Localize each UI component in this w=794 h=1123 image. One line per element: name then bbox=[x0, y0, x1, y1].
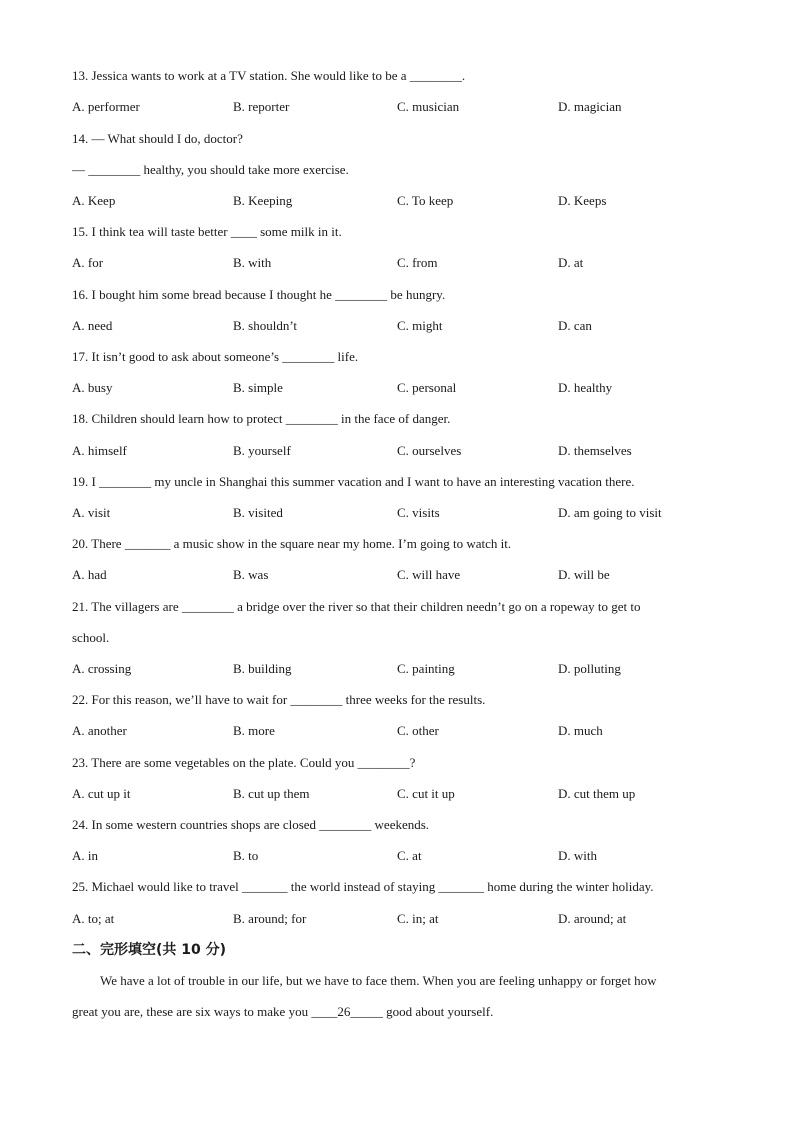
option-a[interactable]: A. for bbox=[72, 255, 104, 270]
option-d[interactable]: D. around; at bbox=[558, 911, 627, 926]
cloze-paragraph-line-2: great you are, these are six ways to make you ____26_____ good about yourself. bbox=[72, 1004, 494, 1019]
option-c[interactable]: C. personal bbox=[397, 380, 457, 395]
question-18-stem: 18. Children should learn how to protect ________ in the face of danger. bbox=[72, 411, 451, 426]
option-c[interactable]: C. other bbox=[397, 723, 439, 738]
question-19-stem: 19. I ________ my uncle in Shanghai this summer vacation and I want to have an interesting vacation there. bbox=[72, 474, 635, 489]
question-14-stem-line2: — ________ healthy, you should take more exercise. bbox=[72, 162, 349, 177]
option-a[interactable]: A. busy bbox=[72, 380, 113, 395]
question-22-stem: 22. For this reason, we’ll have to wait for ________ three weeks for the results. bbox=[72, 692, 486, 707]
option-c[interactable]: C. painting bbox=[397, 661, 455, 676]
option-b[interactable]: B. simple bbox=[233, 380, 283, 395]
option-b[interactable]: B. around; for bbox=[233, 911, 307, 926]
option-b[interactable]: B. reporter bbox=[233, 99, 290, 114]
question-22-options bbox=[72, 723, 722, 739]
question-17-stem: 17. It isn’t good to ask about someone’s ________ life. bbox=[72, 349, 359, 364]
option-b[interactable]: B. more bbox=[233, 723, 275, 738]
question-16-options bbox=[72, 318, 722, 334]
option-c[interactable]: C. To keep bbox=[397, 193, 454, 208]
option-d[interactable]: D. magician bbox=[558, 99, 622, 114]
question-17-options bbox=[72, 380, 722, 396]
option-d[interactable]: D. cut them up bbox=[558, 786, 636, 801]
option-c[interactable]: C. will have bbox=[397, 567, 461, 582]
question-25-stem: 25. Michael would like to travel _______ the world instead of staying _______ home during the winter holiday. bbox=[72, 879, 654, 894]
question-23-stem: 23. There are some vegetables on the plate. Could you ________? bbox=[72, 755, 416, 770]
option-d[interactable]: D. themselves bbox=[558, 443, 632, 458]
cloze-paragraph-line-1: We have a lot of trouble in our life, but we have to face them. When you are feeling unhappy or forget how bbox=[100, 973, 657, 988]
question-16-stem: 16. I bought him some bread because I thought he ________ be hungry. bbox=[72, 287, 446, 302]
option-d[interactable]: D. with bbox=[558, 848, 597, 863]
option-d[interactable]: D. am going to visit bbox=[558, 505, 662, 520]
question-13-stem: 13. Jessica wants to work at a TV station. She would like to be a ________. bbox=[72, 68, 466, 83]
question-19-options bbox=[72, 505, 722, 521]
option-b[interactable]: B. shouldn’t bbox=[233, 318, 298, 333]
question-23-options bbox=[72, 786, 722, 802]
question-13-options bbox=[72, 99, 722, 115]
question-25-options bbox=[72, 911, 722, 927]
option-d[interactable]: D. much bbox=[558, 723, 603, 738]
option-b[interactable]: B. was bbox=[233, 567, 269, 582]
option-b[interactable]: B. yourself bbox=[233, 443, 291, 458]
option-b[interactable]: B. building bbox=[233, 661, 292, 676]
option-b[interactable]: B. visited bbox=[233, 505, 283, 520]
option-d[interactable]: D. will be bbox=[558, 567, 610, 582]
question-20-stem: 20. There _______ a music show in the square near my home. I’m going to watch it. bbox=[72, 536, 512, 551]
question-21-options bbox=[72, 661, 722, 677]
option-c[interactable]: C. ourselves bbox=[397, 443, 462, 458]
question-24-options bbox=[72, 848, 722, 864]
option-c[interactable]: C. cut it up bbox=[397, 786, 455, 801]
option-d[interactable]: D. can bbox=[558, 318, 592, 333]
question-14-stem: 14. — What should I do, doctor? bbox=[72, 131, 243, 146]
option-c[interactable]: C. at bbox=[397, 848, 422, 863]
option-c[interactable]: C. in; at bbox=[397, 911, 439, 926]
option-c[interactable]: C. from bbox=[397, 255, 438, 270]
option-c[interactable]: C. visits bbox=[397, 505, 440, 520]
option-a[interactable]: A. another bbox=[72, 723, 127, 738]
question-21-stem: 21. The villagers are ________ a bridge over the river so that their children needn’t go on a ropeway to get to bbox=[72, 599, 641, 614]
question-15-options bbox=[72, 255, 722, 271]
option-d[interactable]: D. healthy bbox=[558, 380, 613, 395]
option-c[interactable]: C. musician bbox=[397, 99, 460, 114]
option-d[interactable]: D. Keeps bbox=[558, 193, 607, 208]
option-c[interactable]: C. might bbox=[397, 318, 443, 333]
question-24-stem: 24. In some western countries shops are closed ________ weekends. bbox=[72, 817, 430, 832]
option-a[interactable]: A. need bbox=[72, 318, 113, 333]
option-b[interactable]: B. Keeping bbox=[233, 193, 293, 208]
option-a[interactable]: A. to; at bbox=[72, 911, 115, 926]
option-a[interactable]: A. cut up it bbox=[72, 786, 131, 801]
option-b[interactable]: B. with bbox=[233, 255, 272, 270]
option-a[interactable]: A. in bbox=[72, 848, 98, 863]
question-15-stem: 15. I think tea will taste better ____ some milk in it. bbox=[72, 224, 342, 239]
question-20-options bbox=[72, 567, 722, 583]
option-a[interactable]: A. performer bbox=[72, 99, 140, 114]
section-heading: 二、完形填空(共 10 分) bbox=[72, 942, 227, 958]
option-a[interactable]: A. had bbox=[72, 567, 107, 582]
option-b[interactable]: B. to bbox=[233, 848, 259, 863]
option-d[interactable]: D. at bbox=[558, 255, 584, 270]
question-21-stem-line2: school. bbox=[72, 630, 110, 645]
question-18-options bbox=[72, 443, 722, 459]
option-a[interactable]: A. crossing bbox=[72, 661, 132, 676]
question-14-options bbox=[72, 193, 722, 209]
option-b[interactable]: B. cut up them bbox=[233, 786, 310, 801]
option-a[interactable]: A. visit bbox=[72, 505, 111, 520]
option-d[interactable]: D. polluting bbox=[558, 661, 621, 676]
option-a[interactable]: A. Keep bbox=[72, 193, 116, 208]
option-a[interactable]: A. himself bbox=[72, 443, 127, 458]
